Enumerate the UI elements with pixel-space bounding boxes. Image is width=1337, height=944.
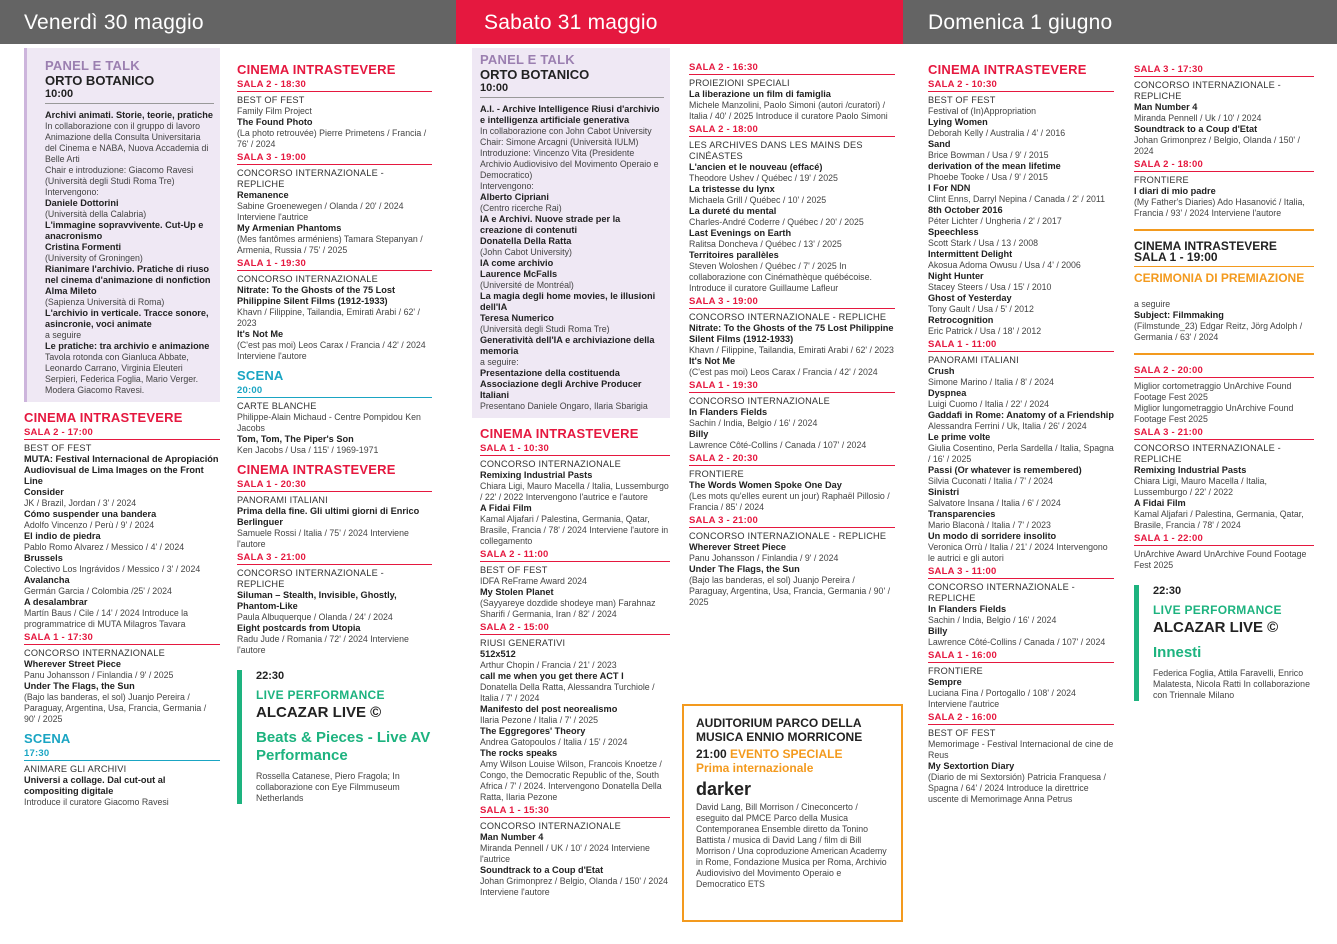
film-title: Nitrate: To the Ghosts of the 75 Lost Philippine Silent Films (1912-1933) [237, 285, 396, 306]
film-desc: Sachin / India, Belgio / 16' / 2024 [689, 418, 818, 428]
film-title: Subject: Filmmaking [1134, 310, 1224, 320]
panel-label: PANEL E TALK [45, 58, 140, 73]
film-title: La dureté du mental [689, 206, 777, 216]
box-sala: SALA 1 - 19:00 [1134, 252, 1314, 267]
speaker-name: Teresa Numerico [480, 313, 554, 323]
film-desc: Sabine Groenewegen / Olanda / 20' / 2024 Interviene l'autrice [237, 201, 404, 222]
film-desc: JK / Brazil, Jordan / 3' / 2024 [24, 498, 137, 508]
film-desc: (C'est pas moi) Leos Carax / Francia / 42' / 2024 [689, 367, 878, 377]
film-title: Sand [928, 139, 951, 149]
film-desc: Luigi Cuomo / Italia / 22' / 2024 [928, 399, 1050, 409]
film-title: Sinistri [928, 487, 960, 497]
cinema-block-friday-a [24, 410, 220, 808]
film-title: I For NDN [928, 183, 971, 193]
film-desc: Arthur Chopin / Francia / 21' / 2023 [480, 660, 617, 670]
category: LES ARCHIVES DANS LES MAINS DES CINÉASTES [689, 140, 863, 161]
film-desc: Andrea Gatopoulos / Italia / 15' / 2024 [480, 737, 628, 747]
speaker-aff: (Université de Montréal) [480, 280, 574, 290]
film-desc: Mario Blaconà / Italia / 7' / 2023 [928, 520, 1051, 530]
category: BEST OF FEST [24, 443, 92, 453]
film-desc: Amy Wilson Louise Wilson, Francois Knoetze / Congo, the Democratic Republic of the, South Africa / 7' / 2024. Intervengono Donatella Della Ratta, Ilaria Pezone [480, 759, 662, 802]
film-desc: Chiara Ligi, Mauro Macella / Italia, Lussemburgo / 22' / 2022 [1134, 476, 1267, 497]
film-title: I diari di mio padre [1134, 186, 1216, 196]
speaker-name: Alberto Cipriani [480, 192, 549, 202]
film-title: Billy [689, 429, 709, 439]
venue-label: CINEMA INTRASTEVERE [928, 62, 1087, 77]
venue-label: CINEMA INTRASTEVERE [237, 462, 396, 477]
film-title: A desalambrar [24, 597, 88, 607]
film-desc: Ralitsa Doncheva / Québec / 13' / 2025 [689, 239, 842, 249]
speaker-talk: L'immagine sopravvivente. Cut-Up e anacronismo [45, 220, 204, 241]
film-title: Under The Flags, the Sun [24, 681, 135, 691]
category: CONCORSO INTERNAZIONALE [480, 459, 621, 469]
film-desc: Salvatore Insana / Italia / 6' / 2024 [928, 498, 1061, 508]
friday-col-2 [237, 62, 432, 944]
film-desc: Adolfo Vincenzo / Perù / 9' / 2024 [24, 520, 155, 530]
film-title: Nitrate: To the Ghosts of the 75 Lost Philippine Silent Films (1912-1933) [689, 323, 894, 344]
speaker-name: Alma Mileto [45, 286, 97, 296]
film-desc: (Sayyareye dozdide shodeye man) Farahnaz Sharifi / Germania, Iran / 82' / 2024 [480, 598, 656, 619]
film-title: Brussels [24, 553, 63, 563]
film-desc: Kamal Aljafari / Palestina, Germania, Qatar, Brasile, Francia / 78' / 2024 Interviene l'autore in collegamento [480, 514, 669, 546]
panel-time: 10:00 [45, 88, 214, 104]
category: CONCORSO INTERNAZIONALE [237, 274, 378, 284]
film-title: A Fidai Film [1134, 498, 1186, 508]
film-desc: Kamal Aljafari / Palestina, Germania, Qatar, Brasile, Francia / 78' / 2024 [1134, 509, 1304, 530]
film-desc: Stacey Steers / Usa / 15' / 2010 [928, 282, 1052, 292]
film-desc: Miranda Pennell / UK / 10' / 2024 Interviene l'autrice [480, 843, 650, 864]
special-desc: David Lang, Bill Morrison / Cineconcerto / eseguito dal PMCE Parco della Musica Contemporanea Ensemble diretto da Tonino Battista / musica di David Lang / film di Bill Morrison / Una coproduzione American Academy in Rome, Fondazione Musica per Roma, Archivio Audiovisivo del Movimento Operaio e Democratico ETS [696, 802, 887, 889]
panel-title: A.I. - Archive Intelligence Riusi d'archivio e intelligenza artificiale generativa [480, 104, 660, 125]
live-performance-friday [237, 670, 432, 804]
speaker-aff: (John Cabot University) [480, 247, 572, 257]
sala-time: SALA 3 - 21:00 [689, 515, 895, 528]
sala-time: SALA 2 - 20:00 [1134, 365, 1314, 378]
film-title: Man Number 4 [1134, 102, 1198, 112]
film-title: The Eggregores' Theory [480, 726, 586, 736]
film-desc: Ilaria Pezone / Italia / 7' / 2025 [480, 715, 599, 725]
film-title: Tom, Tom, The Piper's Son [237, 434, 354, 444]
film-title: The rocks speaks [480, 748, 558, 758]
film-desc: (Filmstunde_23) Edgar Reitz, Jörg Adolph / Germania / 63' / 2024 [1134, 321, 1303, 342]
followup-desc: Tavola rotonda con Gianluca Abbate, Leonardo Carrano, Virginia Eleuteri Serpieri, Federica Foglia, Mario Verger. Modera Giacomo Ravesi. [45, 352, 199, 395]
panel-intv: Intervengono: [45, 187, 99, 197]
film-desc: Charles-André Coderre / Québec / 20' / 2025 [689, 217, 864, 227]
category: ANIMARE GLI ARCHIVI [24, 764, 127, 774]
film-title: Night Hunter [928, 271, 984, 281]
film-title: call me when you get there ACT I [480, 671, 624, 681]
sunday-col-2 [1134, 62, 1314, 944]
speaker-name: Daniele Dottorini [45, 198, 119, 208]
perf-venue: ALCAZAR LIVE © [1153, 619, 1279, 636]
film-desc: Giulia Cosentino, Perla Sardella / Italia, Spagna / 16' / 2025 [928, 443, 1114, 464]
film-title: MUTA: Festival Internacional de Apropiación Audiovisual de Lima Images on the Front Line [24, 454, 219, 486]
category: CONCORSO INTERNAZIONALE - REPLICHE [237, 168, 384, 189]
film-desc: (Mes fantômes arméniens) Tamara Stepanyan / Armenia, Russia / 75' / 2025 [237, 234, 423, 255]
film-title: Dyspnea [928, 388, 967, 398]
scena-label: SCENA [237, 368, 284, 383]
sala-time: SALA 2 - 17:00 [24, 427, 220, 440]
film-desc: Luciana Fina / Portogallo / 108' / 2024 Interviene l'autrice [928, 688, 1076, 709]
film-title: Remixing Industrial Pasts [480, 470, 593, 480]
film-desc: Paula Albuquerque / Olanda / 24' / 2024 [237, 612, 393, 622]
film-desc: (Les mots qu'elles eurent un jour) Raphaël Pillosio / Francia / 85' / 2024 [689, 491, 890, 512]
film-title: Soundtrack to a Coup d'Etat [480, 865, 604, 875]
speaker-talk: Generatività dell'IA e archiviazione della memoria [480, 335, 655, 356]
award-ceremony-box [1134, 229, 1314, 355]
sala-time: SALA 1 - 15:30 [480, 805, 670, 818]
film-title: Cómo suspender una bandera [24, 509, 157, 519]
speaker-aff: (University of Groningen) [45, 253, 143, 263]
category: BEST OF FEST [237, 95, 305, 105]
venue-label: CINEMA INTRASTEVERE [480, 426, 639, 441]
category: CONCORSO INTERNAZIONALE - REPLICHE [928, 582, 1075, 603]
event-desc: Introduce il curatore Giacomo Ravesi [24, 797, 169, 807]
film-desc: Panu Johansson / Finlandia / 9' / 2024 [689, 553, 839, 563]
award-desc: Miglior cortometraggio UnArchive Found Footage Fest 2025 [1134, 381, 1292, 402]
category: CONCORSO INTERNAZIONALE [689, 396, 830, 406]
category: CONCORSO INTERNAZIONALE - REPLICHE [689, 531, 887, 541]
film-title: The Found Photo [237, 117, 313, 127]
box-follow: a seguire [1134, 299, 1171, 309]
special-film: darker [696, 779, 752, 799]
film-title: Siluman – Stealth, Invisible, Ghostly, Phantom-Like [237, 590, 397, 611]
live-performance-sunday [1134, 585, 1314, 701]
category: PANORAMI ITALIANI [928, 355, 1019, 365]
film-title: Under The Flags, the Sun [689, 564, 800, 574]
film-desc: (Bajo las banderas, el sol) Juanjo Pereira / Paraguay, Argentina, Usa, Francia, Germania / 90' / 2025 [689, 575, 891, 607]
film-list-2 [928, 366, 1114, 564]
film-title: Avalancha [24, 575, 70, 585]
sala-time: SALA 1 - 22:00 [1134, 533, 1314, 546]
category: FRONTIERE [928, 666, 983, 676]
film-desc: Phoebe Tooke / Usa / 9' / 2015 [928, 172, 1048, 182]
film-title: Le prime volte [928, 432, 991, 442]
film-title: Passi (Or whatever is remembered) [928, 465, 1082, 475]
speaker-name: Cristina Formenti [45, 242, 122, 252]
film-title: La liberazione un film di famiglia [689, 89, 831, 99]
panel-place: ORTO BOTANICO [480, 67, 590, 82]
film-title: Speechless [928, 227, 979, 237]
sala-time: SALA 2 - 16:00 [928, 712, 1114, 725]
category: CONCORSO INTERNAZIONALE [24, 648, 165, 658]
sala-time: SALA 3 - 21:00 [237, 552, 432, 565]
category: FRONTIERE [1134, 175, 1189, 185]
film-title: Un modo di sorridere insolito [928, 531, 1057, 541]
film-title: Gaddafi in Rome: Anatomy of a Friendship [928, 410, 1114, 420]
film-desc: Johan Grimonprez / Belgio, Olanda / 150' / 2024 [1134, 135, 1300, 156]
film-title: La tristesse du lynx [689, 184, 775, 194]
film-title: Prima della fine. Gli ultimi giorni di Enrico Berlinguer [237, 506, 420, 527]
film-title: Territoires parallèles [689, 250, 779, 260]
film-title: Intermittent Delight [928, 249, 1013, 259]
film-desc: Sachin / India, Belgio / 16' / 2024 [928, 615, 1057, 625]
panel-desc: In collaborazione con il gruppo di lavoro Animazione della Consulta Universitaria del Cinema e NABA, Nuova Accademia di Belle Arti [45, 121, 209, 164]
category: CONCORSO INTERNAZIONALE - REPLICHE [1134, 443, 1281, 464]
film-title: Soundtrack to a Coup d'Etat [1134, 124, 1258, 134]
sala-time: SALA 3 - 11:00 [928, 566, 1114, 579]
film-title: The Words Women Spoke One Day [689, 480, 842, 490]
award-desc: UnArchive Award UnArchive Found Footage Fest 2025 [1134, 549, 1307, 570]
category: CONCORSO INTERNAZIONALE [480, 821, 621, 831]
film-title: Last Evenings on Earth [689, 228, 792, 238]
film-desc: Radu Jude / Romania / 72' / 2024 Interviene l'autore [237, 634, 409, 655]
sala-time: SALA 3 - 21:00 [1134, 427, 1314, 440]
film-desc: (My Father's Diaries) Ado Hasanović / Italia, Francia / 93' / 2024 Interviene l'autore [1134, 197, 1305, 218]
film-desc: Lawrence Côté-Collins / Canada / 107' / 2024 [689, 440, 867, 450]
perf-time: 22:30 [256, 670, 285, 682]
film-desc: Brice Bowman / Usa / 9' / 2015 [928, 150, 1049, 160]
film-title: Retrocognition [928, 315, 994, 325]
speaker-aff: (Sapienza Università di Roma) [45, 297, 165, 307]
followup-desc: Presentano Daniele Ongaro, Ilaria Sbarigia [480, 401, 648, 411]
perf-label: LIVE PERFORMANCE [256, 688, 385, 702]
box-venue: CINEMA INTRASTEVERE [1134, 239, 1277, 253]
film-title: Sempre [928, 677, 962, 687]
special-venue: AUDITORIUM PARCO DELLA MUSICA ENNIO MORRICONE [696, 716, 863, 744]
followup-title: Le pratiche: tra archivio e animazione [45, 341, 210, 351]
film-desc: Martín Baus / Cile / 14' / 2024 Introduce la programmatrice di MUTA Milagros Tavara [24, 608, 189, 629]
speaker-talk: La magia degli home movies, le illusioni dell'IA [480, 291, 656, 312]
category: PROIEZIONI SPECIALI [689, 78, 790, 88]
day-header-saturday: Sabato 31 maggio [456, 0, 903, 44]
film-desc: Johan Grimonprez / Belgio, Olanda / 150' / 2024 Interviene l'autore [480, 876, 668, 897]
perf-title: Beats & Pieces - Live AV Performance [256, 729, 431, 764]
award-desc: Miglior lungometraggio UnArchive Found Footage Fest 2025 [1134, 403, 1294, 424]
scena-label: SCENA [24, 731, 71, 746]
speaker-name: Laurence McFalls [480, 269, 558, 279]
film-desc: Miranda Pennell / Uk / 10' / 2024 [1134, 113, 1262, 123]
perf-venue: ALCAZAR LIVE © [256, 704, 382, 721]
panel-desc: In collaborazione con John Cabot University [480, 126, 652, 136]
film-title: Wherever Street Piece [689, 542, 787, 552]
panel-follow: a seguire: [480, 357, 519, 367]
perf-label: LIVE PERFORMANCE [1153, 603, 1282, 617]
saturday-col-1 [472, 48, 670, 944]
category: BEST OF FEST [480, 565, 548, 575]
scena-time: 17:30 [24, 748, 220, 761]
category: RIUSI GENERATIVI [480, 638, 566, 648]
film-desc: Steven Woloshen / Québec / 7' / 2025 In collaborazione con Cinémathèque québécoise. Introduce il curatore Guillaume Lafleur [689, 261, 872, 293]
film-desc: Panu Johansson / Finlandia / 9' / 2025 [24, 670, 174, 680]
panel-chair: Chair: Simone Arcagni (Università IULM) Introduzione: Vincenzo Vita (Presidente Archivio Audiovisivo del Movimento Operaio e Democratico) [480, 137, 659, 180]
festival-name: IDFA ReFrame Award 2024 [480, 576, 587, 586]
category: CARTE BLANCHE [237, 401, 317, 411]
category: CONCORSO INTERNAZIONALE - REPLICHE [689, 312, 887, 322]
film-title: 512x512 [480, 649, 516, 659]
film-desc: Clint Enns, Darryl Nepina / Canada / 2' / 2011 [928, 194, 1106, 204]
festival-name: Family Film Project [237, 106, 312, 116]
film-desc: (La photo retrouvée) Pierre Primetens / Francia / 76' / 2024 [237, 128, 427, 149]
film-desc: Lawrence Côté-Collins / Canada / 107' / 2024 [928, 637, 1106, 647]
category: CONCORSO INTERNAZIONALE - REPLICHE [237, 568, 384, 589]
film-title: Lying Women [928, 117, 988, 127]
perf-desc: Rossella Catanese, Piero Fragola; In collaborazione con Eye Filmmuseum Netherlands [256, 771, 400, 803]
film-desc: Silvia Cuconati / Italia / 7' / 2024 [928, 476, 1053, 486]
sala-time: SALA 1 - 19:30 [237, 258, 432, 271]
special-premiere: Prima internazionale [696, 761, 814, 775]
film-title: 8th October 2016 [928, 205, 1003, 215]
category: PANORAMI ITALIANI [237, 495, 328, 505]
sala-time: SALA 2 - 11:00 [480, 549, 670, 562]
sala-time: SALA 1 - 19:30 [689, 380, 895, 393]
day-header-sunday: Domenica 1 giugno [903, 0, 1337, 44]
film-title: Man Number 4 [480, 832, 544, 842]
sala-time: SALA 1 - 10:30 [480, 443, 670, 456]
panel-talk-friday [24, 48, 220, 402]
speaker-talk: IA e Archivi. Nuove strade per la creazione di contenuti [480, 214, 621, 235]
sala-time: SALA 1 - 16:00 [928, 650, 1114, 663]
sala-time: SALA 2 - 10:30 [928, 79, 1114, 92]
panel-time: 10:00 [480, 82, 664, 98]
venue-label: CINEMA INTRASTEVERE [237, 62, 396, 77]
film-title: Transparencies [928, 509, 996, 519]
panel-chair: Chair e introduzione: Giacomo Ravesi (Università degli Studi Roma Tre) [45, 165, 194, 186]
festival-name: Memorimage - Festival Internacional de cine de Reus [928, 739, 1114, 760]
film-desc: Colectivo Los Ingrávidos / Messico / 3' / 2024 [24, 564, 201, 574]
event-desc: Philippe-Alain Michaud - Centre Pompidou Ken Jacobs [237, 412, 421, 433]
film-title: It's Not Me [237, 329, 284, 339]
box-ceremony: CERIMONIA DI PREMIAZIONE [1134, 271, 1305, 285]
film-desc: Deborah Kelly / Australia / 4' / 2016 [928, 128, 1066, 138]
film-desc: Akosua Adoma Owusu / Usa / 4' / 2006 [928, 260, 1081, 270]
film-title: My Stolen Planet [480, 587, 554, 597]
film-title: Ghost of Yesterday [928, 293, 1012, 303]
film-title: Wherever Street Piece [24, 659, 122, 669]
speaker-aff: (Università della Calabria) [45, 209, 147, 219]
film-desc: Simone Marino / Italia / 8' / 2024 [928, 377, 1054, 387]
special-label: EVENTO SPECIALE [730, 747, 843, 761]
film-desc: Theodore Ushev / Québec / 19' / 2025 [689, 173, 838, 183]
special-time: 21:00 [696, 747, 727, 761]
film-title: It's Not Me [689, 356, 736, 366]
film-title: A Fidai Film [480, 503, 532, 513]
category: CONCORSO INTERNAZIONALE - REPLICHE [1134, 80, 1281, 101]
sala-time: SALA 3 - 17:30 [1134, 64, 1314, 77]
scena-time: 20:00 [237, 385, 432, 398]
film-desc: Veronica Orrù / Italia / 21' / 2024 Intervengono le autrici e gli autori [928, 542, 1108, 563]
speaker-talk: IA come archivio [480, 258, 554, 268]
category: BEST OF FEST [928, 728, 996, 738]
film-title: My Armenian Phantoms [237, 223, 342, 233]
film-title: In Flanders Fields [928, 604, 1007, 614]
panel-intv: Intervengono: [480, 181, 534, 191]
film-desc: Germán Garcia / Colombia /25' / 2024 [24, 586, 172, 596]
film-desc: Donatella Della Ratta, Alessandra Turchiole / Italia / 7' / 2024 [480, 682, 655, 703]
speaker-aff: (Centro ricerche Rai) [480, 203, 562, 213]
perf-title: Innesti [1153, 644, 1202, 661]
panel-place: ORTO BOTANICO [45, 73, 155, 88]
film-title: El indio de piedra [24, 531, 101, 541]
sala-time: SALA 2 - 20:30 [689, 453, 895, 466]
film-title: Consider [24, 487, 64, 497]
film-title: derivation of the mean lifetime [928, 161, 1061, 171]
film-desc: Pablo Romo Alvarez / Messico / 4' / 2024 [24, 542, 185, 552]
film-title: Eight postcards from Utopia [237, 623, 361, 633]
perf-time: 22:30 [1153, 585, 1182, 597]
film-desc: Tony Gault / Usa / 5' / 2012 [928, 304, 1034, 314]
speaker-talk: L'archivio in verticale. Tracce sonore, asincronie, voci animate [45, 308, 209, 329]
followup-title: Presentazione della costituenda Associazione degli Archive Producer Italiani [480, 368, 642, 400]
film-title: Remixing Industrial Pasts [1134, 465, 1247, 475]
category: FRONTIERE [689, 469, 744, 479]
panel-label: PANEL E TALK [480, 52, 575, 67]
special-event-box [682, 704, 903, 922]
sala-time: SALA 3 - 19:00 [689, 296, 895, 309]
festival-name: Festival of (In)Appropriation [928, 106, 1037, 116]
panel-follow: a seguire [45, 330, 82, 340]
film-title: My Sextortion Diary [928, 761, 1015, 771]
speaker-talk: Rianimare l'archivio. Pratiche di riuso nel cinema d'animazione di nonfiction [45, 264, 211, 285]
cinema-block-saturday-a [472, 426, 670, 898]
film-desc: Péter Lichter / Ungheria / 2' / 2017 [928, 216, 1062, 226]
perf-desc: Federica Foglia, Attila Faravelli, Enrico Malatesta, Nicola Ratti In collaborazione con Triennale Milano [1153, 668, 1310, 700]
film-list-1 [928, 117, 1114, 337]
film-title: Manifesto del post neorealismo [480, 704, 618, 714]
film-desc: Scott Stark / Usa / 13 / 2008 [928, 238, 1039, 248]
speaker-aff: (Università degli Studi Roma Tre) [480, 324, 610, 334]
film-desc: Alessandra Ferrini / Uk, Italia / 26' / 2024 [928, 421, 1087, 431]
day-header-friday: Venerdì 30 maggio [0, 0, 456, 44]
film-desc: Samuele Rossi / Italia / 75' / 2024 Interviene l'autore [237, 528, 409, 549]
friday-col-1 [24, 48, 220, 944]
film-desc: Chiara Ligi, Mauro Macella / Italia, Lussemburgo / 22' / 2022 Intervengono l'autrice e l'autore [480, 481, 669, 502]
sala-time: SALA 3 - 19:00 [237, 152, 432, 165]
film-desc: Michaela Grill / Québec / 10' / 2025 [689, 195, 827, 205]
film-desc: Khavn / Filippine, Tailandia, Emirati Arabi / 62' / 2023 [689, 345, 894, 355]
event-title: Universi a collage. Dal cut-out al compositing digitale [24, 775, 166, 796]
film-desc: Khavn / Filippine, Tailandia, Emirati Arabi / 62' / 2023 [237, 307, 420, 328]
sala-time: SALA 1 - 11:00 [928, 339, 1114, 352]
film-desc: Eric Patrick / Usa / 18' / 2012 [928, 326, 1042, 336]
category: BEST OF FEST [928, 95, 996, 105]
film-desc: (C'est pas moi) Leos Carax / Francia / 42' / 2024 Interviene l'autore [237, 340, 426, 361]
film-desc: (Bajo las banderas, el sol) Juanjo Pereira / Paraguay, Argentina, Usa, Francia, Germania / 90' / 2025 [24, 692, 207, 724]
sala-time: SALA 2 - 18:30 [237, 79, 432, 92]
film-title: Crush [928, 366, 955, 376]
film-desc: Ken Jacobs / Usa / 115' / 1969-1971 [237, 445, 379, 455]
film-desc: Michele Manzolini, Paolo Simoni (autori /curatori) / Italia / 40' / 2025 Introduce il curatore Paolo Simoni [689, 100, 888, 121]
panel-title: Archivi animati. Storie, teorie, pratiche [45, 110, 213, 120]
panel-talk-saturday [472, 48, 670, 418]
film-title: Billy [928, 626, 948, 636]
film-title: In Flanders Fields [689, 407, 768, 417]
speaker-name: Donatella Della Ratta [480, 236, 572, 246]
film-title: L'ancien et le nouveau (effacé) [689, 162, 823, 172]
film-desc: (Diario de mi Sextorsión) Patricia Franquesa / Spagna / 64' / 2024 Introduce la direttrice uscente di Memorimage Anna Petrus [928, 772, 1106, 804]
sala-time: SALA 1 - 20:30 [237, 479, 432, 492]
sala-time: SALA 2 - 18:00 [1134, 159, 1314, 172]
sala-time: SALA 2 - 16:30 [689, 62, 895, 75]
sala-time: SALA 1 - 17:30 [24, 632, 220, 645]
film-title: Remanence [237, 190, 289, 200]
sala-time: SALA 2 - 18:00 [689, 124, 895, 137]
sunday-col-1 [928, 62, 1114, 944]
venue-label: CINEMA INTRASTEVERE [24, 410, 183, 425]
sala-time: SALA 2 - 15:00 [480, 622, 670, 635]
